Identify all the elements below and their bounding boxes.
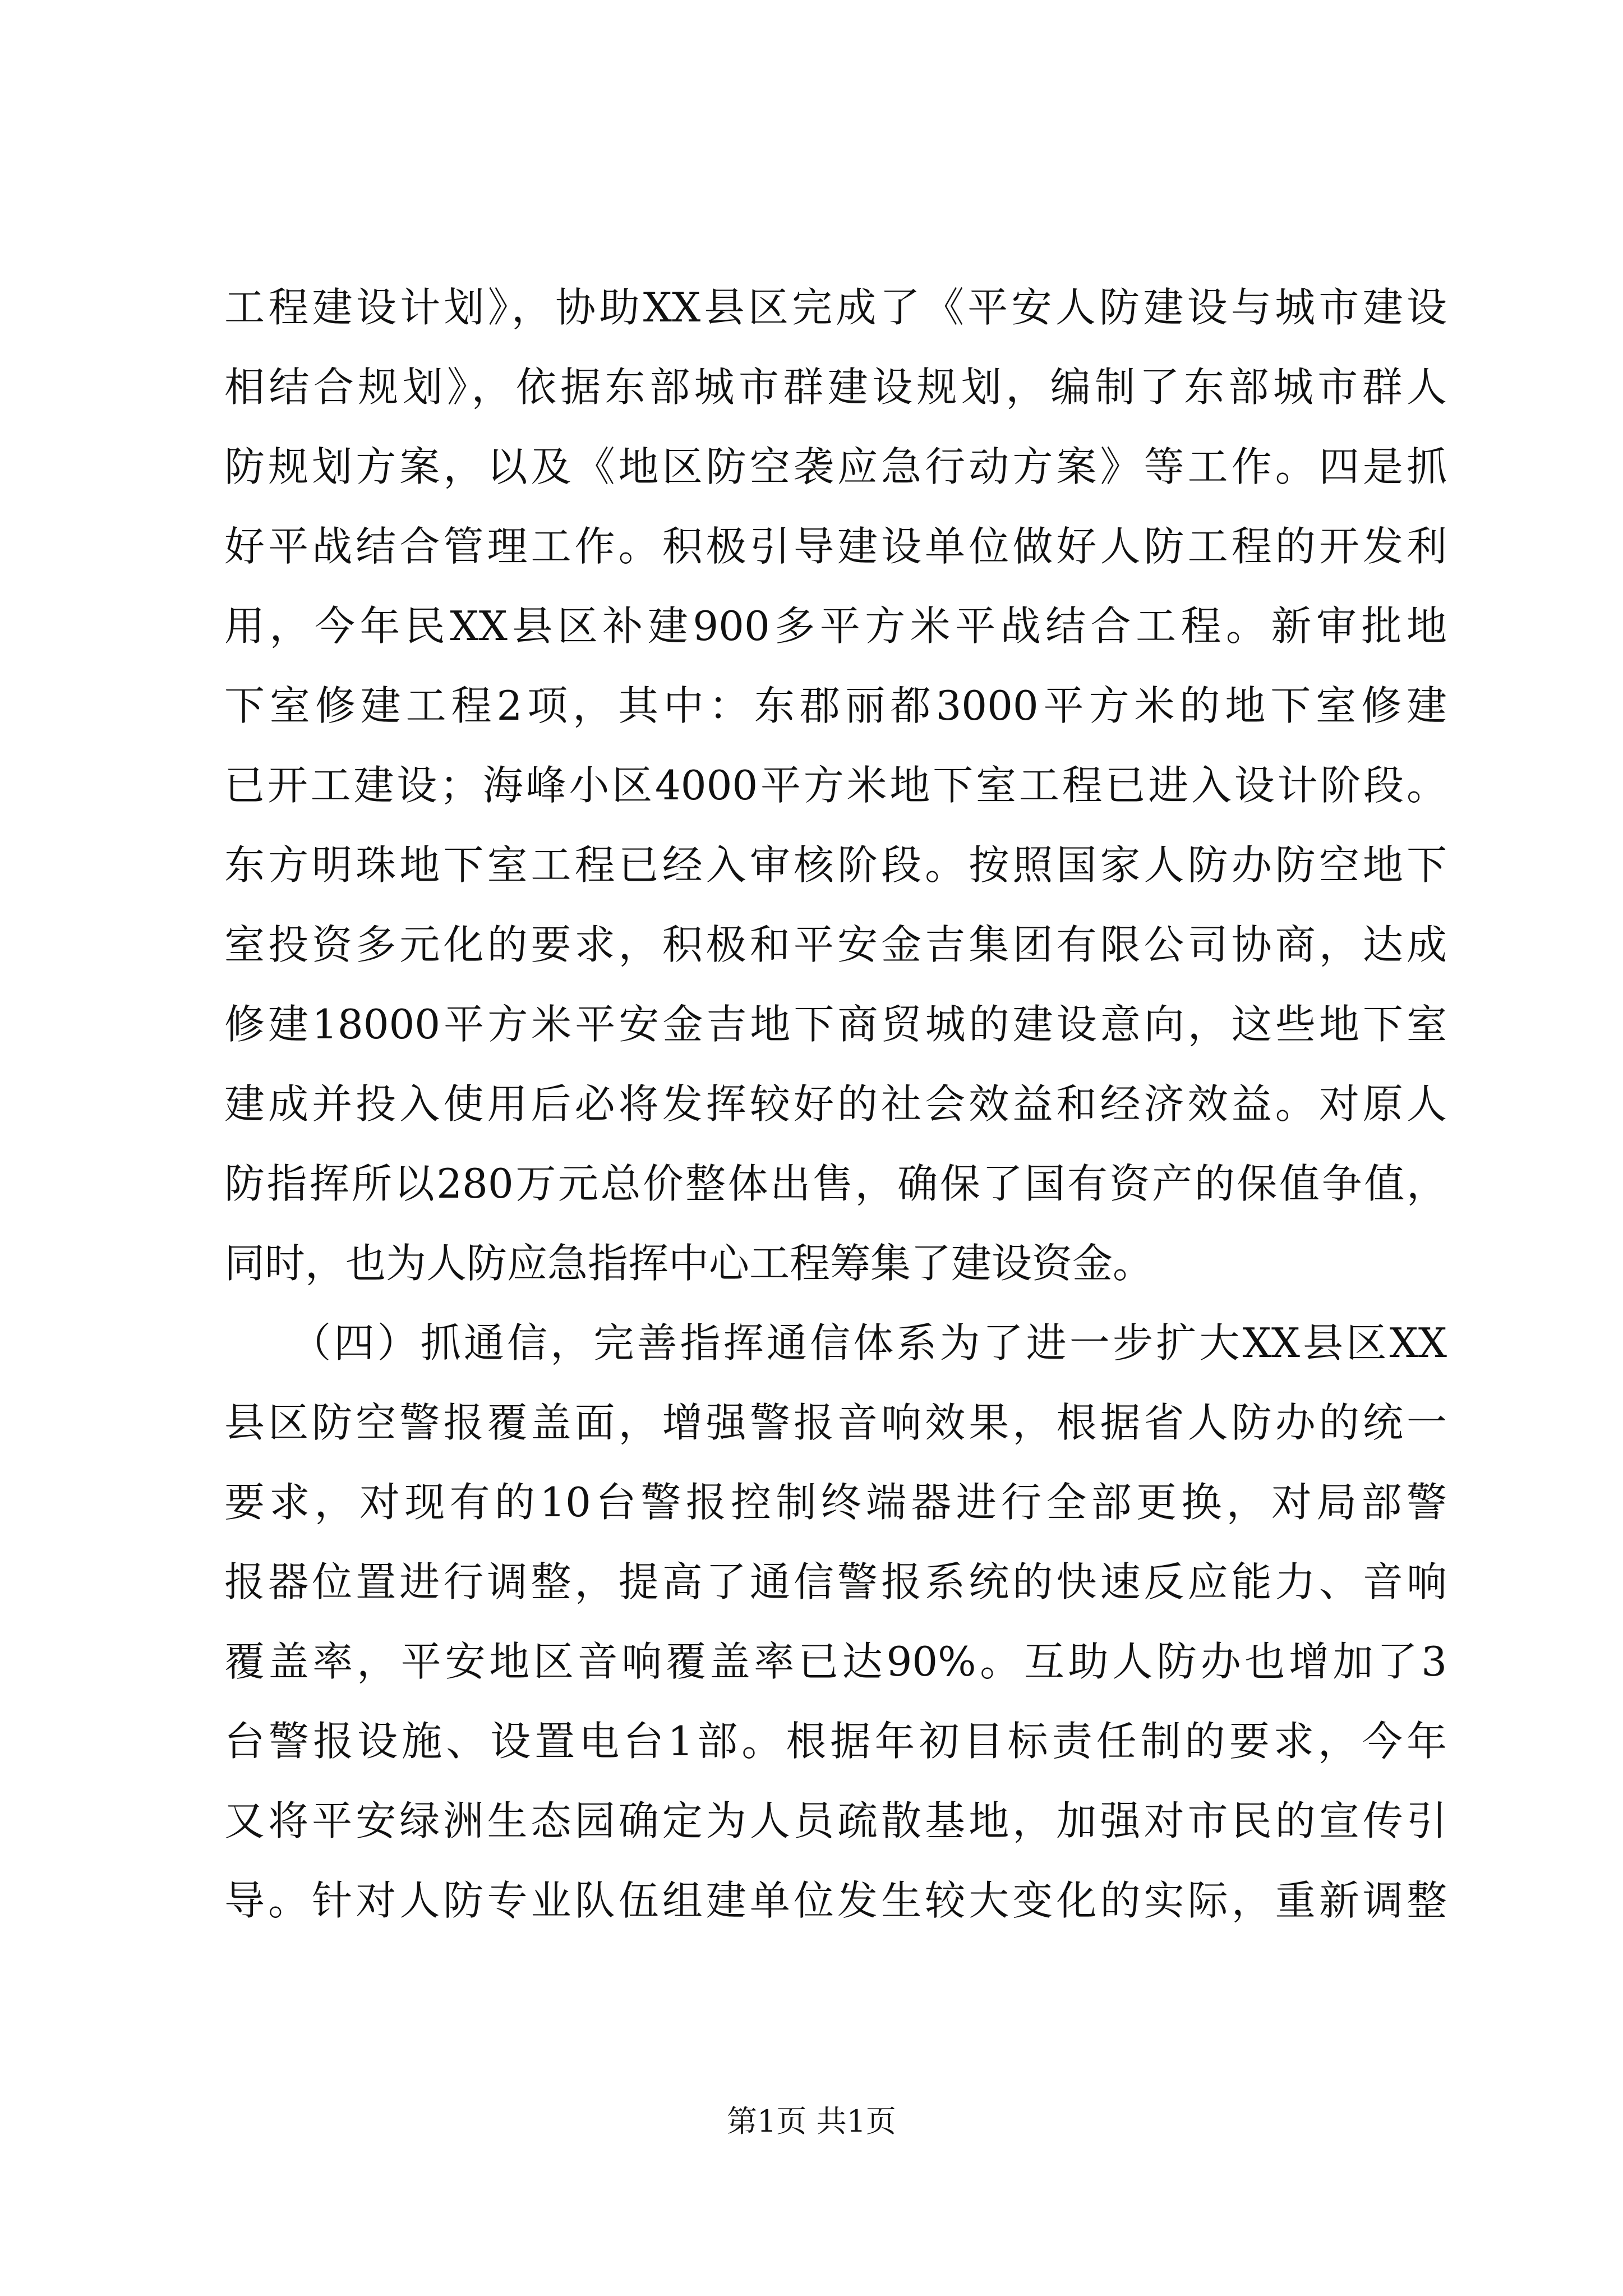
text-line: 又将平安绿洲生态园确定为人员疏散基地，加强对市民的宣传引 <box>224 1797 1447 1844</box>
text-line: 要求，对现有的10台警报控制终端器进行全部更换，对局部警 <box>224 1479 1447 1526</box>
text-line: 相结合规划》，依据东部城市群建设规划，编制了东部城市群人 <box>224 364 1447 411</box>
text-line: 防规划方案，以及《地区防空袭应急行动方案》等工作。四是抓 <box>224 443 1447 490</box>
text-line: 已开工建设；海峰小区4000平方米地下室工程已进入设计阶段。 <box>224 762 1447 809</box>
section-heading-line: （四）抓通信，完善指挥通信体系为了进一步扩大XX县区XX <box>224 1319 1447 1366</box>
text-line: 工程建设计划》，协助XX县区完成了《平安人防建设与城市建设 <box>224 284 1447 331</box>
text-line: 报器位置进行调整，提高了通信警报系统的快速反应能力、音响 <box>224 1558 1447 1605</box>
text-line: 同时，也为人防应急指挥中心工程筹集了建设资金。 <box>224 1240 1154 1287</box>
text-line: 建成并投入使用后必将发挥较好的社会效益和经济效益。对原人 <box>224 1080 1447 1128</box>
text-line: 导。针对人防专业队伍组建单位发生较大变化的实际，重新调整 <box>224 1877 1447 1924</box>
text-line: 用，今年民XX县区补建900多平方米平战结合工程。新审批地 <box>224 602 1447 650</box>
text-line: 室投资多元化的要求，积极和平安金吉集团有限公司协商，达成 <box>224 921 1447 968</box>
page-number: 第1页 共1页 <box>727 2104 896 2139</box>
text-line: 县区防空警报覆盖面，增强警报音响效果，根据省人防办的统一 <box>224 1399 1447 1446</box>
text-line: 防指挥所以280万元总价整体出售，确保了国有资产的保值争值， <box>224 1160 1447 1207</box>
text-line: 覆盖率，平安地区音响覆盖率已达90%。互助人防办也增加了3 <box>224 1638 1447 1685</box>
text-line: 台警报设施、设置电台1部。根据年初目标责任制的要求，今年 <box>224 1718 1447 1765</box>
text-line: 下室修建工程2项，其中：东郡丽都3000平方米的地下室修建 <box>224 682 1447 729</box>
text-line: 好平战结合管理工作。积极引导建设单位做好人防工程的开发利 <box>224 523 1447 570</box>
text-line: 东方明珠地下室工程已经入审核阶段。按照国家人防办防空地下 <box>224 841 1447 889</box>
text-line: 修建18000平方米平安金吉地下商贸城的建设意向，这些地下室 <box>224 1001 1447 1048</box>
